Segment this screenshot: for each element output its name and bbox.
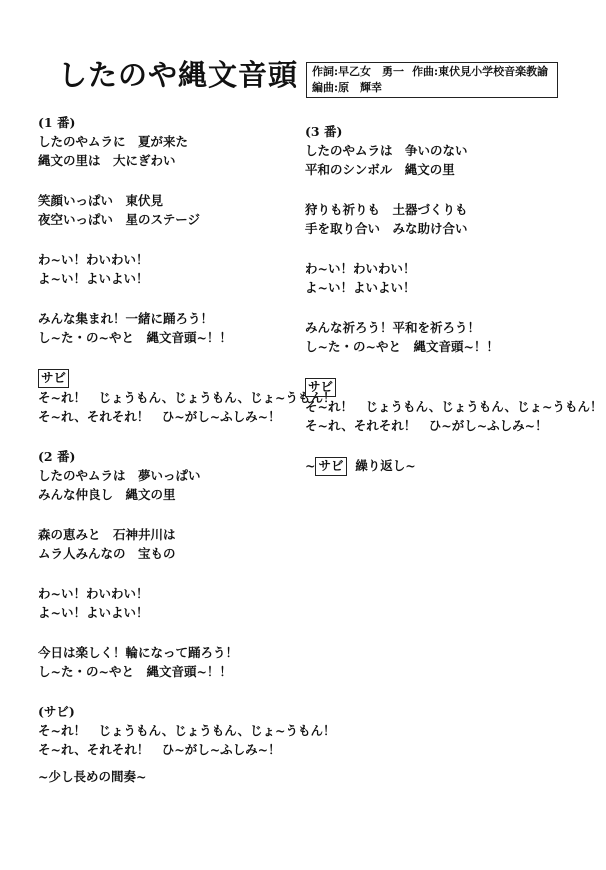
composer-name: 東伏見小学校音楽教諭 <box>438 65 549 78</box>
verse-3-line: わ~い！わいわい！ <box>305 261 416 276</box>
lyricist-label: 作詞: <box>312 65 339 78</box>
chorus-label-paren: (サビ) <box>38 704 75 719</box>
repeat-note <box>305 456 602 475</box>
verse-2-line: 今日は楽しく！輪になって踊ろう！ <box>38 645 239 660</box>
lyricist-name: 早乙女 勇一 <box>338 65 405 78</box>
verse-2-line: 森の恵みと 石神井川は <box>38 527 176 542</box>
left-column <box>38 113 335 786</box>
verse-1-line: みんな集まれ！一緒に踊ろう！ <box>38 311 214 326</box>
verse-1-line: し~た・の~やと 縄文音頭~！！ <box>38 330 232 345</box>
verse-3-line: みんな祈ろう！平和を祈ろう！ <box>305 320 481 335</box>
verse-1-label: (1 番) <box>38 115 76 130</box>
verse-3-line: よ~い！よいよい！ <box>305 280 416 295</box>
interlude-note: ~少し長めの間奏~ <box>38 769 147 784</box>
chorus-line: そ~れ！ じょうもん、じょうもん、じょ~うもん！ <box>38 390 336 405</box>
verse-2-line: し~た・の~やと 縄文音頭~！！ <box>38 664 232 679</box>
verse-1-line: よ~い！よいよい！ <box>38 271 149 286</box>
repeat-chorus-label: サビ <box>315 457 346 476</box>
verse-3-line: 手を取り合い みな助け合い <box>305 221 468 236</box>
arranger-name: 原 輝幸 <box>338 81 383 94</box>
arranger-label: 編曲: <box>312 81 339 94</box>
verse-3-line: したのやムラは 争いのない <box>305 143 468 158</box>
verse-2-line: わ~い！わいわい！ <box>38 586 149 601</box>
repeat-suffix: 繰り返し~ <box>355 458 416 473</box>
chorus-label-boxed: サビ <box>38 369 69 388</box>
verse-2-line: よ~い！よいよい！ <box>38 605 149 620</box>
verse-3-line: 狩りも祈りも 土器づくりも <box>305 202 468 217</box>
chorus-line: そ~れ！ じょうもん、じょうもん、じょ~うもん！ <box>305 399 603 414</box>
chorus-line: そ~れ、それそれ！ ひ~がし~ふしみ~！ <box>305 418 548 433</box>
verse-1-line: したのやムラに 夏が来た <box>38 134 189 149</box>
verse-1-line: わ~い！わいわい！ <box>38 252 149 267</box>
verse-3-line: し~た・の~やと 縄文音頭~！！ <box>305 339 499 354</box>
verse-3-label: (3 番) <box>305 124 343 139</box>
chorus-label-boxed: サビ <box>305 378 336 397</box>
verse-2-line: したのやムラは 夢いっぱい <box>38 468 201 483</box>
credits-row-2 <box>312 80 552 96</box>
verse-2-label: (2 番) <box>38 449 76 464</box>
chorus-line: そ~れ、それそれ！ ひ~がし~ふしみ~！ <box>38 742 281 757</box>
credits-row-1 <box>312 64 552 80</box>
composer-label: 作曲: <box>412 65 439 78</box>
repeat-prefix: ~ <box>305 458 316 473</box>
chorus-line: そ~れ、それそれ！ ひ~がし~ふしみ~！ <box>38 409 281 424</box>
verse-1-line: 笑顔いっぱい 東伏見 <box>38 193 164 208</box>
verse-3-line: 平和のシンボル 縄文の里 <box>305 162 455 177</box>
right-column <box>305 122 602 475</box>
verse-1-line: 縄文の里は 大にぎわい <box>38 153 176 168</box>
chorus-line: そ~れ！ じょうもん、じょうもん、じょ~うもん！ <box>38 723 336 738</box>
verse-2-line: みんな仲良し 縄文の里 <box>38 487 176 502</box>
credits-box <box>306 62 558 98</box>
verse-2-line: ムラ人みんなの 宝もの <box>38 546 176 561</box>
verse-1-line: 夜空いっぱい 星のステージ <box>38 212 201 227</box>
song-title: したのや縄文音頭 <box>58 58 299 92</box>
